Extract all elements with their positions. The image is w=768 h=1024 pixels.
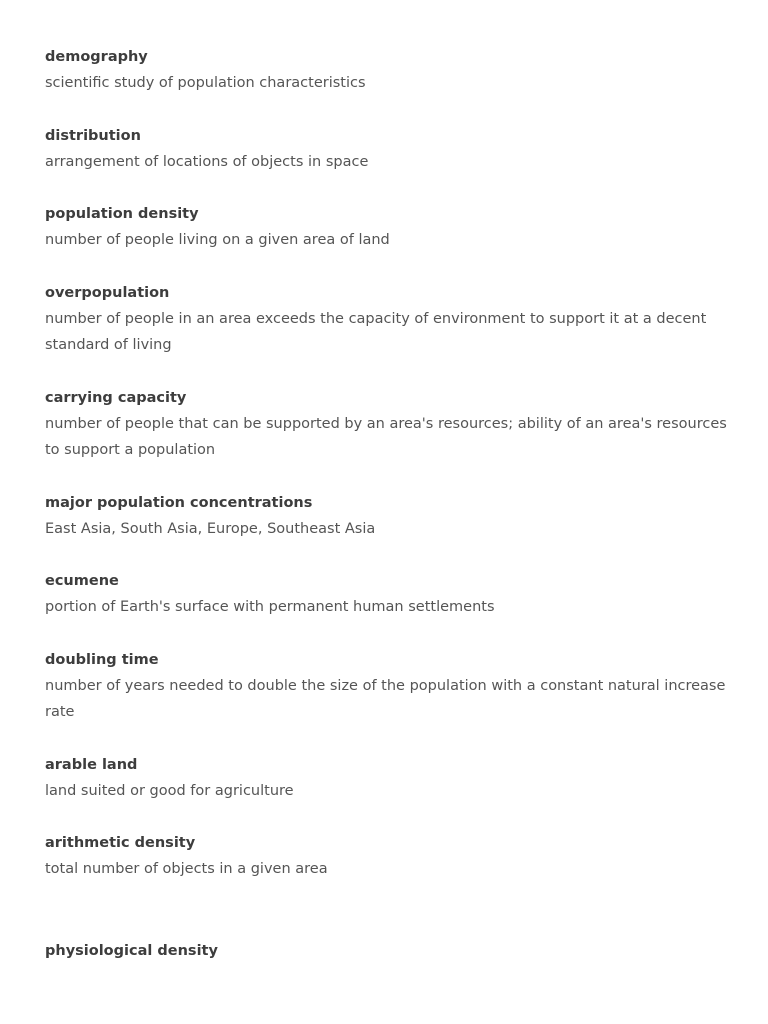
- glossary-entry-overpopulation: [45, 280, 735, 359]
- definition-arithmetic-density: total number of objects in a given area: [45, 861, 328, 877]
- glossary-entry-distribution: [45, 123, 735, 176]
- term-arable-land: arable land: [45, 756, 138, 773]
- term-population-density: population density: [45, 206, 199, 222]
- glossary-entry-physiological-density: [45, 938, 735, 964]
- definition-population-density: number of people living on a given area of land: [45, 232, 390, 248]
- definition-carrying-capacity: number of people that can be supported by an area's resources; ability of an area's resources to support a population: [45, 415, 727, 458]
- term-doubling-time: doubling time: [45, 651, 159, 668]
- definition-ecumene: portion of Earth's surface with permanent human settlements: [45, 599, 495, 615]
- term-carrying-capacity: carrying capacity: [45, 389, 187, 406]
- definition-overpopulation: number of people in an area exceeds the capacity of environment to support it at a decent standard of living: [45, 310, 707, 353]
- glossary-entry-major-population-concentrations: [45, 490, 735, 543]
- glossary-entry-population-density: [45, 201, 735, 254]
- term-demography: demography: [45, 49, 148, 65]
- term-major-population-concentrations: major population concentrations: [45, 494, 313, 511]
- glossary-entry-carrying-capacity: [45, 385, 735, 464]
- term-distribution: distribution: [45, 127, 141, 144]
- glossary-entry-doubling-time: [45, 647, 735, 726]
- definition-distribution: arrangement of locations of objects in space: [45, 153, 369, 170]
- glossary-entry-ecumene: [45, 568, 735, 621]
- glossary-list: [45, 44, 735, 990]
- glossary-entry-arable-land: [45, 752, 735, 805]
- definition-major-population-concentrations: East Asia, South Asia, Europe, Southeast Asia: [45, 520, 376, 537]
- term-physiological-density: physiological density: [45, 942, 218, 959]
- definition-arable-land: land suited or good for agriculture: [45, 782, 294, 799]
- definition-doubling-time: number of years needed to double the size of the population with a constant natural increase rate: [45, 677, 726, 720]
- term-ecumene: ecumene: [45, 573, 119, 589]
- glossary-entry-arithmetic-density: [45, 830, 735, 883]
- definition-demography: scientific study of population characteristics: [45, 75, 366, 91]
- glossary-entry-demography: [45, 44, 735, 97]
- term-arithmetic-density: arithmetic density: [45, 835, 196, 851]
- term-overpopulation: overpopulation: [45, 284, 170, 301]
